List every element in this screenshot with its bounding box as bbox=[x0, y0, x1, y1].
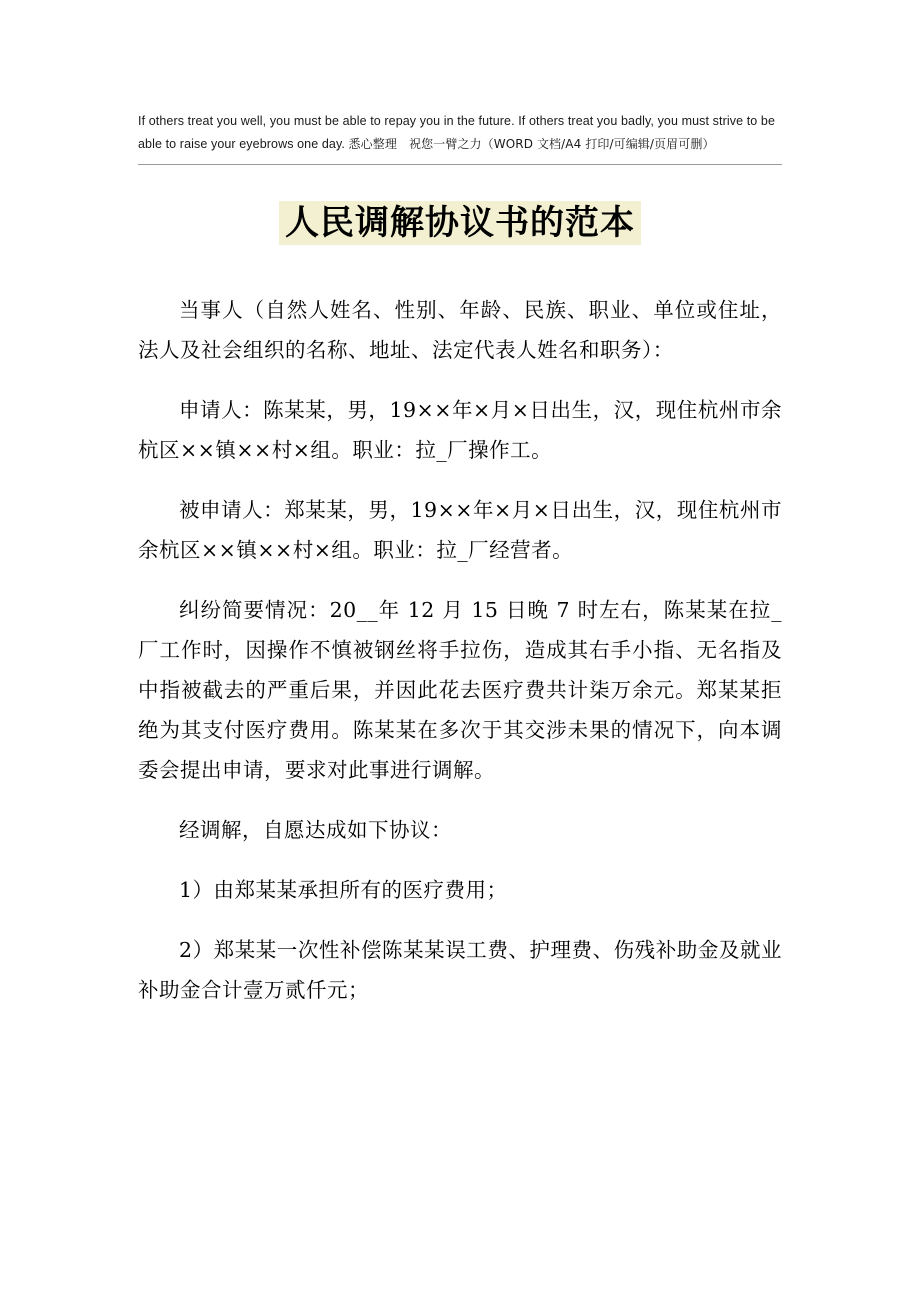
page-title-text: 人民调解协议书的范本 bbox=[279, 201, 641, 245]
document-body bbox=[138, 247, 782, 1011]
page-title bbox=[138, 165, 782, 247]
paragraph-parties: 当事人（自然人姓名、性别、年龄、民族、职业、单位或住址，法人及社会组织的名称、地址、法定代表人姓名和职务）： bbox=[138, 298, 782, 363]
paragraph-agreement-item-2: 2）郑某某一次性补偿陈某某误工费、护理费、伤残补助金及就业补助金合计壹万贰仟元； bbox=[138, 937, 782, 1002]
paragraph-dispute-summary: 纠纷简要情况：20__年 12 月 15 日晚 7 时左右，陈某某在拉_厂工作时，因操作不慎被钢丝将手拉伤，造成其右手小指、无名指及中指被截去的严重后果，并因此花去医疗费共计柒万余元。郑某某拒绝为其支付医疗费用。陈某某在多次于其交涉未果的情况下，向本调委会提出申请，要求对此事进行调解。 bbox=[138, 597, 782, 782]
paragraph-applicant: 申请人：陈某某，男，19××年×月×日出生，汉，现住杭州市余杭区××镇××村×组。职业：拉_厂操作工。 bbox=[138, 398, 782, 463]
paragraph-respondent: 被申请人：郑某某，男，19××年×月×日出生，汉，现住杭州市余杭区××镇××村×组。职业：拉_厂经营者。 bbox=[138, 498, 782, 562]
header-note-english: If others treat you well, you must be able to repay you in the future. If others treat you badly, you must strive to be able to raise your eyebrows one day. bbox=[138, 114, 775, 152]
document-content bbox=[138, 110, 782, 1031]
paragraph-agreement-item-1: 1）由郑某某承担所有的医疗费用； bbox=[179, 877, 508, 902]
header-note bbox=[138, 110, 782, 164]
paragraph-agreement-intro: 经调解，自愿达成如下协议： bbox=[179, 817, 452, 842]
header-note-chinese: 悉心整理 祝您一臂之力（WORD 文档/A4 打印/可编辑/页眉可删） bbox=[348, 137, 715, 152]
